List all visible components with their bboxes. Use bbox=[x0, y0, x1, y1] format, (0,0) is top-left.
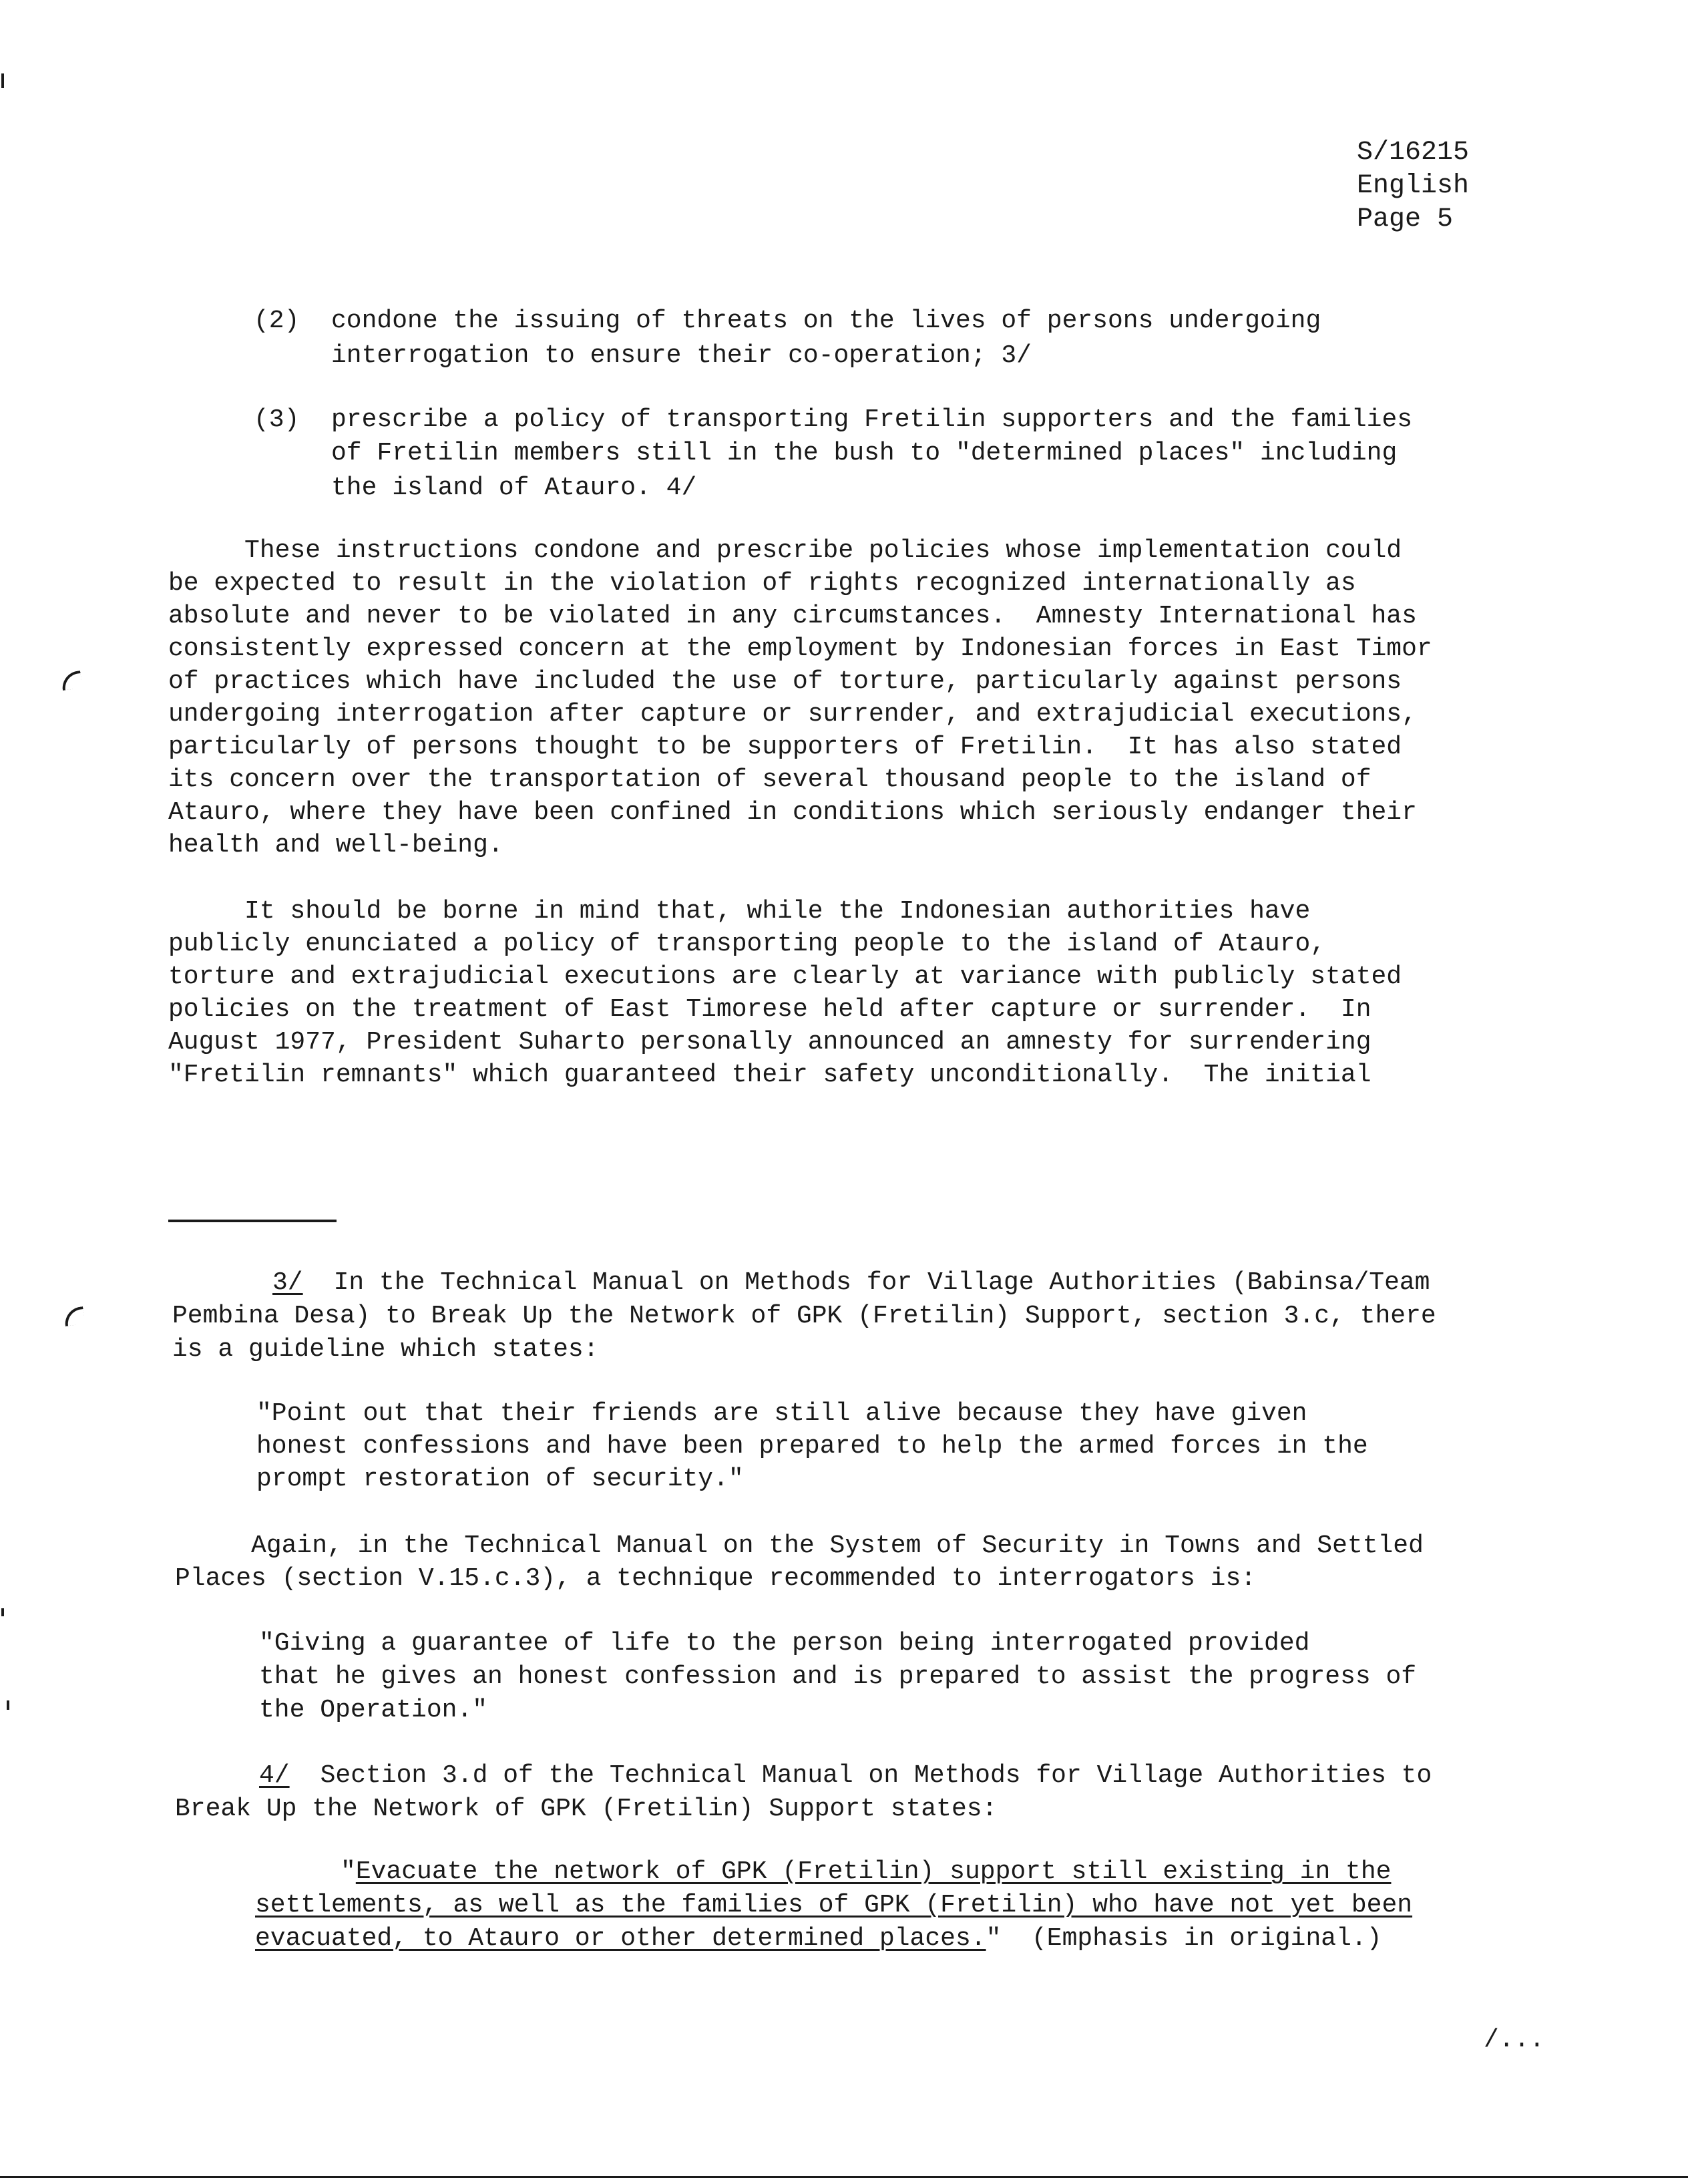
footnote-3-quote-2-line-2: that he gives an honest confession and is prepared to assist the progress of bbox=[259, 1662, 1417, 1691]
footnote-3-quote-1-line-3: prompt restoration of security." bbox=[256, 1465, 744, 1493]
document-header bbox=[1357, 136, 1469, 236]
footnote-3-marker: 3/ bbox=[272, 1268, 303, 1297]
paragraph-1-line-1: These instructions condone and prescribe policies whose implementation could bbox=[168, 536, 1402, 565]
footnote-3-again-line-1: Again, in the Technical Manual on the System of Security in Towns and Settled bbox=[175, 1531, 1424, 1560]
continuation-marker: /... bbox=[1484, 2026, 1545, 2054]
paragraph-1-line-7: particularly of persons thought to be supporters of Fretilin. It has also stated bbox=[168, 733, 1402, 761]
item-2-number: (2) bbox=[254, 307, 300, 335]
footnote-3-quote-2-line-1: "Giving a guarantee of life to the person being interrogated provided bbox=[259, 1629, 1310, 1658]
paragraph-1-line-2: be expected to result in the violation of rights recognized internationally as bbox=[168, 569, 1356, 598]
paragraph-2-line-5: August 1977, President Suharto personally announced an amnesty for surrendering bbox=[168, 1028, 1372, 1057]
paragraph-1-line-8: its concern over the transportation of several thousand people to the island of bbox=[168, 765, 1372, 794]
margin-mark bbox=[63, 1306, 85, 1326]
paragraph-2-line-4: policies on the treatment of East Timorese held after capture or surrender. In bbox=[168, 995, 1372, 1024]
footnote-separator bbox=[168, 1220, 337, 1222]
footnote-3-line-1: In the Technical Manual on Methods for Village Authorities (Babinsa/Team bbox=[303, 1268, 1430, 1297]
item-3-line-3: the island of Atauro. 4/ bbox=[331, 474, 697, 502]
item-3-line-2: of Fretilin members still in the bush to "determined places" including bbox=[331, 439, 1398, 468]
footnote-4-marker: 4/ bbox=[259, 1761, 290, 1790]
footnote-3-line-2: Pembina Desa) to Break Up the Network of GPK (Fretilin) Support, section 3.c, there bbox=[172, 1302, 1436, 1330]
footnote-4-quote-line-1: "Evacuate the network of GPK (Fretilin) support still existing in the bbox=[341, 1857, 1392, 1886]
page-bottom-edge bbox=[0, 2176, 1688, 2178]
margin-speck bbox=[7, 1700, 9, 1710]
footnote-3-again-line-2: Places (section V.15.c.3), a technique recommended to interrogators is: bbox=[175, 1564, 1257, 1593]
paragraph-2-line-6: "Fretilin remnants" which guaranteed their safety unconditionally. The initial bbox=[168, 1061, 1372, 1089]
paragraph-1-line-5: of practices which have included the use of torture, particularly against persons bbox=[168, 667, 1402, 696]
document-symbol: S/16215 bbox=[1357, 138, 1470, 168]
paragraph-1-line-10: health and well-being. bbox=[168, 831, 503, 860]
footnote-3-line-3: is a guideline which states: bbox=[172, 1335, 599, 1364]
margin-speck bbox=[1, 1608, 4, 1616]
item-3-number: (3) bbox=[254, 405, 300, 434]
paragraph-2-line-2: publicly enunciated a policy of transporting people to the island of Atauro, bbox=[168, 930, 1326, 958]
footnote-3-quote-1-line-1: "Point out that their friends are still alive because they have given bbox=[256, 1399, 1307, 1428]
margin-mark bbox=[60, 671, 82, 691]
footnote-3-quote-1-line-2: honest confessions and have been prepared to help the armed forces in the bbox=[256, 1432, 1368, 1461]
item-2-line-2: interrogation to ensure their co-operation; 3/ bbox=[331, 341, 1032, 370]
document-language: English bbox=[1357, 171, 1470, 201]
paragraph-1-line-9: Atauro, where they have been confined in conditions which seriously endanger their bbox=[168, 798, 1417, 827]
footnote-4-quote-line-2: settlements, as well as the families of GPK (Fretilin) who have not yet been bbox=[255, 1891, 1413, 1920]
item-3-line-1: prescribe a policy of transporting Fretilin supporters and the families bbox=[331, 405, 1413, 434]
paragraph-1-line-3: absolute and never to be violated in any circumstances. Amnesty International has bbox=[168, 602, 1417, 630]
page-number: Page 5 bbox=[1357, 204, 1454, 234]
footnote-4-quote-line-3: evacuated, to Atauro or other determined places." (Emphasis in original.) bbox=[255, 1924, 1382, 1953]
margin-speck bbox=[1, 73, 4, 88]
footnote-4-line-1: Section 3.d of the Technical Manual on Methods for Village Authorities to bbox=[290, 1761, 1432, 1790]
paragraph-2-line-1: It should be borne in mind that, while the Indonesian authorities have bbox=[168, 897, 1311, 926]
footnote-3-quote-2-line-3: the Operation." bbox=[259, 1696, 488, 1724]
item-2-line-1: condone the issuing of threats on the lives of persons undergoing bbox=[331, 307, 1321, 335]
footnote-4-line-2: Break Up the Network of GPK (Fretilin) Support states: bbox=[175, 1795, 998, 1823]
paragraph-1-line-4: consistently expressed concern at the employment by Indonesian forces in East Timor bbox=[168, 634, 1432, 663]
paragraph-2-line-3: torture and extrajudicial executions are clearly at variance with publicly stated bbox=[168, 962, 1402, 991]
paragraph-1-line-6: undergoing interrogation after capture or surrender, and extrajudicial executions, bbox=[168, 700, 1417, 729]
